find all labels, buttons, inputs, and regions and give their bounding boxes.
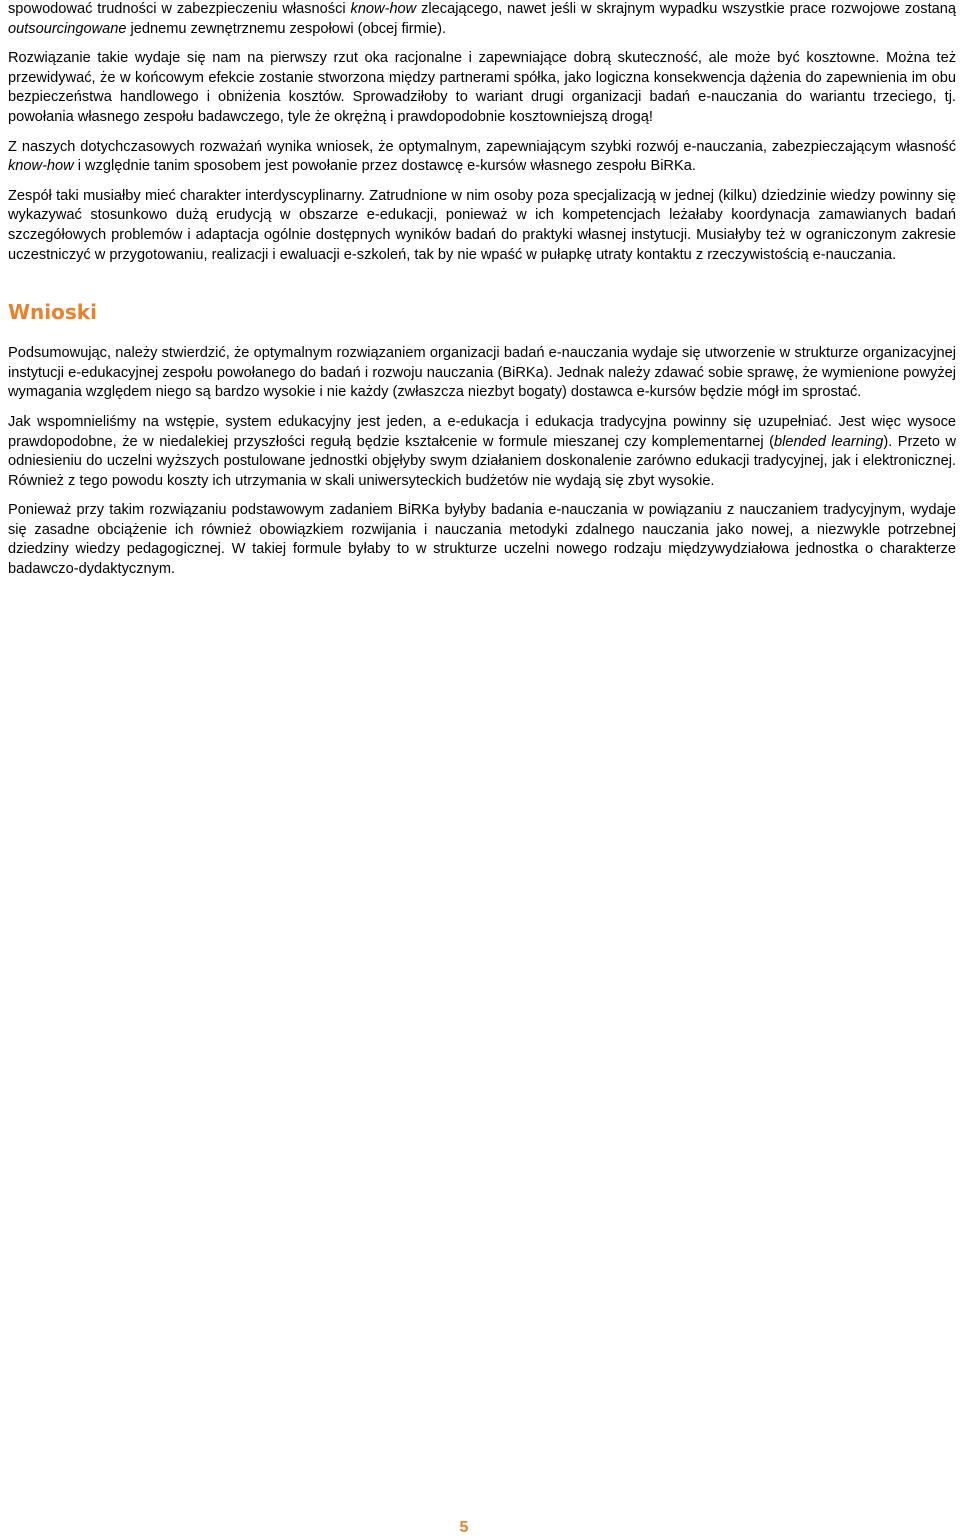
text-run: Jak wspomnieliśmy na wstępie, system edukacyjny jest jeden, a e-edukacja i edukacja tradycyjna powinny się uzupełniać. Jest więc wysoce prawdopodobne, że w niedalekiej przyszłości regułą będzie kształcenie w formule mieszanej czy komplementarnej ( bbox=[8, 413, 956, 450]
text-run: i względnie tanim sposobem jest powołanie przez dostawcę e-kursów własnego zespołu BiRKa. bbox=[73, 158, 696, 175]
text-run-italic: know-how bbox=[8, 158, 74, 175]
text-run: zlecającego, nawet jeśli w skrajnym wypadku wszystkie prace rozwojowe zostaną bbox=[416, 1, 956, 17]
text-run: spowodować trudności w zabezpieczeniu własności bbox=[8, 1, 351, 17]
text-run: Z naszych dotychczasowych rozważań wynika wniosek, że optymalnym, zapewniającym szybki rozwój e-nauczania, zabezpieczającym własność bbox=[8, 138, 956, 155]
text-run-italic: know-how bbox=[350, 1, 417, 17]
paragraph-interdisciplinary-team bbox=[8, 187, 956, 265]
text-run-italic: outsourcingowane bbox=[8, 20, 127, 37]
paragraph-know-how-risk bbox=[8, 0, 956, 39]
paragraph-blended-learning bbox=[8, 413, 956, 491]
page-number: 5 bbox=[459, 1519, 469, 1536]
text-run: Ponieważ przy takim rozwiązaniu podstawowym zadaniem BiRKa byłyby badania e-nauczania w powiązaniu z nauczaniem tradycyjnym, wydaje się zasadne obciążenie ich również obowiązkiem rozwijania i nauczania metodyki zdalnego nauczania jako nowej, a niezwykle potrzebnej dziedziny wiedzy pedagogicznej. W takiej formule byłaby to w strukturze uczelni nowego rodzaju międzywydziałowa jednostka o charakterze badawczo-dydaktycznym. bbox=[8, 502, 956, 578]
text-run-italic: blended learning bbox=[773, 433, 884, 450]
paragraph-birka-tasks bbox=[8, 501, 956, 579]
text-run: Podsumowując, należy stwierdzić, że optymalnym rozwiązaniem organizacji badań e-nauczania wydaje się utworzenie w strukturze organizacyjnej instytucji e-edukacyjnej zespołu powołanego do badań i rozwoju nauczania (BiRKa). Jednak należy zdawać sobie sprawę, że wymienione powyżej wymagania względem niego są bardzo wysokie i nie każdy (zwłaszcza niezbyt bogaty) dostawca e-kursów będzie mógł im sprostać. bbox=[8, 345, 956, 401]
paragraph-rational-solution bbox=[8, 49, 956, 127]
section-heading-wnioski: Wnioski bbox=[8, 300, 97, 325]
text-run: Rozwiązanie takie wydaje się nam na pierwszy rzut oka racjonalne i zapewniające dobrą skuteczność, ale może być kosztowne. Można też przewidywać, że w końcowym efekcie zostanie stworzona między partnerami spółka, jako logiczna konsekwencja dążenia do zapewnienia im obu bezpieczeństwa handlowego i obniżenia kosztów. Sprowadziłoby to wariant drugi organizacji badań e-nauczania do wariantu trzeciego, tj. powołania własnego zespołu badawczego, tyle że okrężną i prawdopodobnie kosztowniejszą drogą! bbox=[8, 50, 956, 125]
text-run: ). Przeto w odniesieniu do uczelni wyższych postulowane jednostki objęłyby swym działaniem doskonalenie zarówno edukacji tradycyjnej, jak i elektronicznej. Również z tego powodu koszty ich utrzymania w skali uniwersyteckich budżetów nie wydają się zbyt wysokie. bbox=[8, 433, 956, 489]
text-run: Zespół taki musiałby mieć charakter interdyscyplinarny. Zatrudnione w nim osoby poza specjalizacją w jednej (kilku) dziedzinie wiedzy powinny się wykazywać stosunkowo dużą erudycją w obszarze e-edukacji, ponieważ w ich kompetencjach leżałaby koordynacja zamawianych badań szczegółowych problemów i adaptacja ogólnie dostępnych wyników badań do praktyki własnej instytucji. Musiałyby też w ograniczonym zakresie uczestniczyć w przygotowaniu, realizacji i ewaluacji e-szkoleń, tak by nie wpaść w pułapkę utraty kontaktu z rzeczywistością e-nauczania. bbox=[8, 187, 956, 263]
paragraph-conclusion-birka bbox=[8, 138, 956, 177]
text-run: jednemu zewnętrznemu zespołowi (obcej firmie). bbox=[126, 20, 447, 37]
paragraph-summary bbox=[8, 344, 956, 403]
document-page bbox=[8, 0, 956, 580]
